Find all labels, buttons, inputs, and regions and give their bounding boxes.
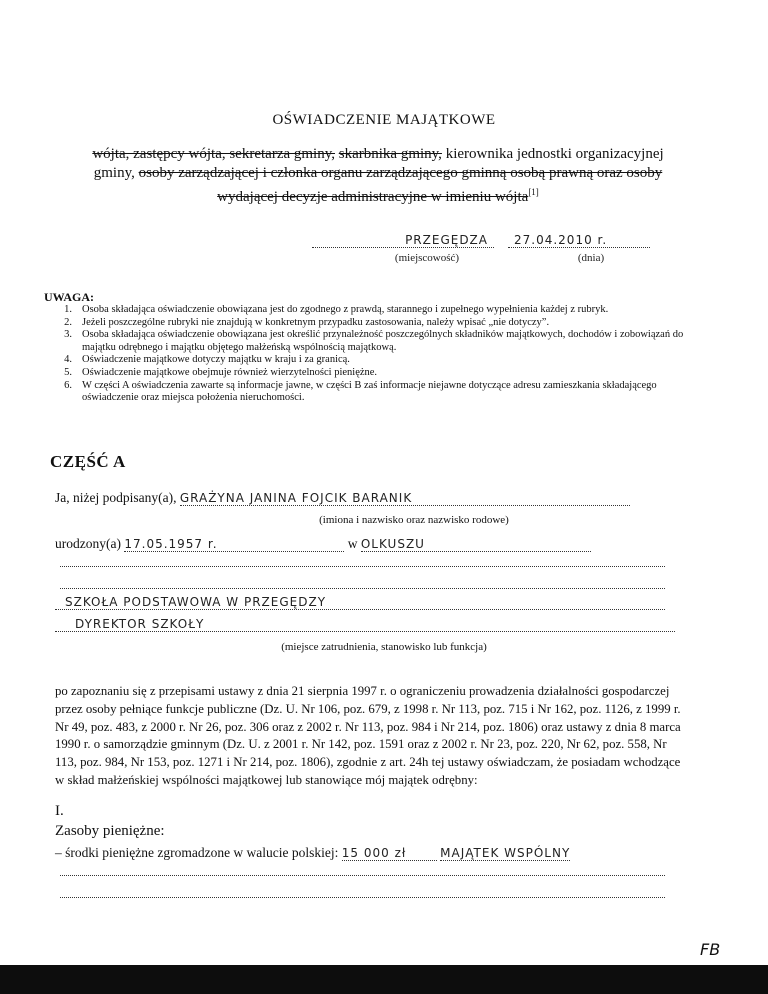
list-item: 4. Oświadczenie majątkowe dotyczy majątku w kraju i za granicą. — [64, 354, 350, 366]
signer-line — [55, 490, 665, 506]
cash-pln-label: – środki pieniężne zgromadzone w walucie polskiej: — [55, 845, 339, 860]
list-item: 3. Osoba składająca oświadczenie obowiązana jest określić przynależność poszczególnych składników majątkowych, dochodów i zobowiązań do majątku odrębnego i majątku objętego małżeńską wspólnością majątkową. — [64, 329, 684, 353]
cash-pln-line — [55, 845, 570, 861]
list-item: 5. Oświadczenie majątkowe obejmuje również wierzytelności pieniężne. — [64, 366, 378, 378]
born-date: 17.05.1957 r. — [124, 537, 344, 552]
blank-line — [60, 566, 665, 567]
work-line-2 — [55, 616, 665, 632]
part-a-heading: CZĘŚĆ A — [50, 452, 126, 471]
handwritten-initials: FB — [700, 940, 721, 959]
born-in: w — [347, 536, 358, 551]
list-item: 6. W części A oświadczenia zawarte są informacje jawne, w części B zaś informacje niejawne dotyczące adresu zamieszkania składającego oświadczenie oraz miejsca położenia nieruchomości. — [64, 379, 657, 404]
notice-heading: UWAGA: — [44, 290, 94, 304]
kept-role-1: kierownika jednostki organizacyjnej — [445, 146, 664, 162]
work-caption: (miejsce zatrudnienia, stanowisko lub funkcja) — [281, 641, 487, 653]
struck-role-4: wydającej decyzje administracyjne w imieniu wójta — [217, 189, 529, 205]
list-item: 2. Jeżeli poszczególne rubryki nie znajdują w konkretnym przypadku zastosowania, należy wpisać „nie dotyczy”. — [64, 316, 550, 328]
footnote-marker: [1] — [528, 187, 539, 197]
work-line-1 — [55, 594, 665, 610]
date-value: 27.04.2010 r. — [508, 233, 650, 248]
struck-role-1: wójta, zastępcy wójta, sekretarza gminy, — [92, 146, 335, 162]
signer-caption: (imiona i nazwisko oraz nazwisko rodowe) — [319, 514, 509, 526]
born-line — [55, 536, 665, 552]
signer-prefix: Ja, niżej podpisany(a), — [55, 490, 177, 505]
place-value: PRZEGĘDZA — [312, 233, 494, 248]
scan-edge — [0, 965, 768, 994]
date-caption: (dnia) — [577, 252, 605, 264]
notice-list — [44, 304, 694, 405]
blank-line — [60, 588, 665, 589]
place-date-block — [312, 233, 672, 264]
struck-role-2: skarbnika gminy, — [338, 146, 442, 162]
section-title: Zasoby pieniężne: — [55, 823, 165, 839]
place-caption: (miejscowość) — [394, 252, 460, 264]
struck-role-3: osoby zarządzającej i członka organu zarządzającego gminną osobą prawną oraz osoby — [138, 165, 663, 181]
born-place: OLKUSZU — [361, 537, 591, 552]
work-value-1: SZKOŁA PODSTAWOWA W PRZEGĘDZY — [55, 595, 665, 610]
legal-paragraph: po zapoznaniu się z przepisami ustawy z dnia 21 sierpnia 1997 r. o ograniczeniu prowadzenia działalności gospodarczej przez osoby pełniące funkcje publiczne (Dz. U. Nr 106, poz. 679, z 1998 r. Nr 113, poz. 715 i Nr 162, poz. 1126, z 1999 r. Nr 49, poz. 483, z 2000 r. Nr 26, poz. 306 oraz z 2002 r. Nr 113, poz. 984 i Nr 214, poz. 1806) oraz ustawy z dnia 8 marca 1990 r. o samorządzie gminnym (Dz. U. z 2001 r. Nr 142, poz. 1591 oraz z 2002 r. Nr 23, poz. 220, Nr 62, poz. 558, Nr 113, poz. 984, Nr 153, poz. 1271 i Nr 214, poz. 1806), zgodnie z art. 24h tej ustawy oświadczam, że posiadam wchodzące w skład małżeńskiej wspólności majątkowej lub stanowiące mój majątek odrębny: — [55, 684, 681, 787]
section-number: I. — [55, 803, 64, 819]
role-line — [78, 145, 678, 207]
blank-line — [60, 875, 665, 876]
list-item: 1. Osoba składająca oświadczenie obowiązana jest do zgodnego z prawdą, starannego i zupełnego wypełnienia każdej z rubryk. — [64, 304, 609, 315]
document-title: OŚWIADCZENIE MAJĄTKOWE — [272, 112, 496, 128]
work-value-2: DYREKTOR SZKOŁY — [55, 617, 675, 632]
signer-value: GRAŻYNA JANINA FOJCIK BARANIK — [180, 491, 630, 506]
blank-line — [60, 897, 665, 898]
kept-role-2: gminy, — [93, 165, 135, 181]
cash-pln-value: 15 000 zł — [342, 846, 437, 861]
cash-pln-note: MAJĄTEK WSPÓLNY — [440, 846, 571, 860]
born-prefix: urodzony(a) — [55, 536, 121, 551]
